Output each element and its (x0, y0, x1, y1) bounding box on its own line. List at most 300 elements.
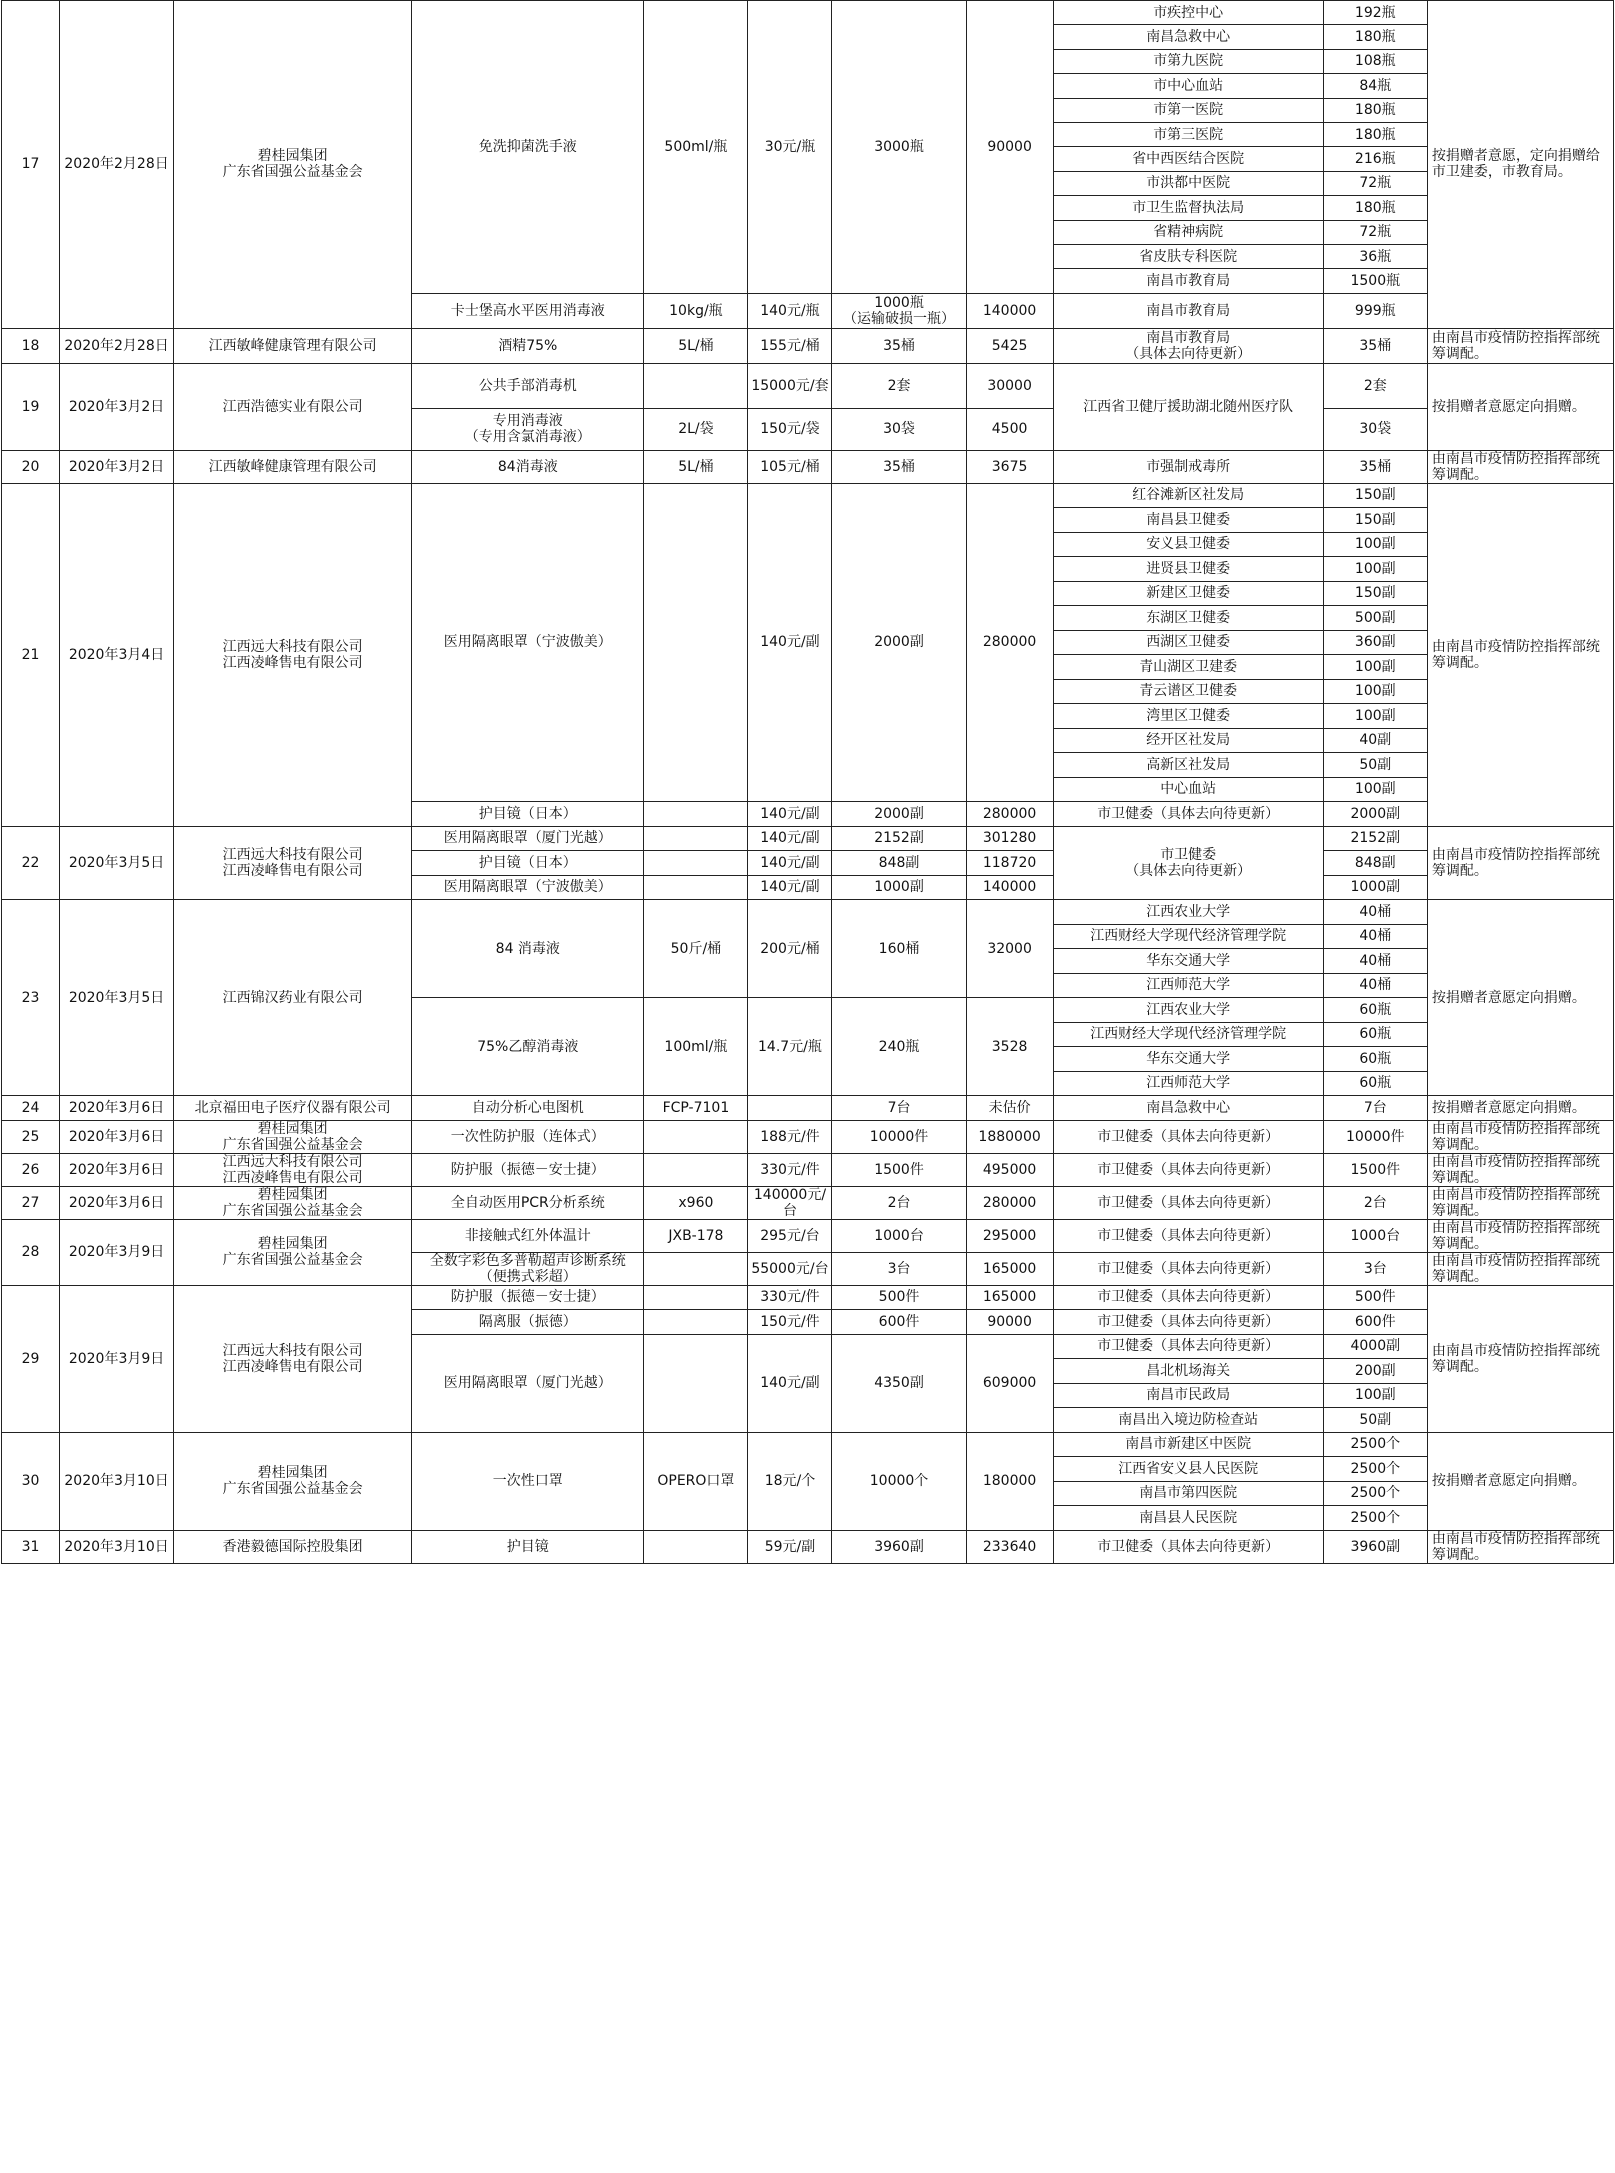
row-number: 22 (2, 826, 60, 900)
item-quantity: 3960副 (832, 1530, 966, 1563)
item-price: 18元/个 (748, 1432, 832, 1530)
recipient-name: 江西省安义县人民医院 (1053, 1457, 1323, 1482)
recipient-quantity: 180瓶 (1323, 25, 1427, 49)
row-number: 28 (2, 1219, 60, 1285)
recipient-quantity: 2500个 (1323, 1432, 1427, 1457)
donor-name: 碧桂园集团 广东省国强公益基金会 (174, 1432, 412, 1530)
item-name: 84 消毒液 (412, 900, 644, 998)
item-price: 140元/副 (748, 483, 832, 802)
recipient-name: 南昌急救中心 (1053, 25, 1323, 49)
recipient-quantity: 2500个 (1323, 1457, 1427, 1482)
donor-name: 碧桂园集团 广东省国强公益基金会 (174, 1219, 412, 1285)
donation-date: 2020年3月6日 (60, 1096, 174, 1121)
item-amount: 165000 (966, 1285, 1053, 1310)
recipient-quantity: 2500个 (1323, 1506, 1427, 1531)
donor-name: 江西远大科技有限公司 江西凌峰售电有限公司 (174, 826, 412, 900)
donation-date: 2020年3月6日 (60, 1186, 174, 1219)
item-price: 140元/副 (748, 875, 832, 900)
item-name: 医用隔离眼罩（宁波傲美） (412, 875, 644, 900)
recipient-name: 南昌急救中心 (1053, 1096, 1323, 1121)
recipient-name: 安义县卫健委 (1053, 532, 1323, 557)
item-amount: 3528 (966, 998, 1053, 1096)
table-row (2, 1, 1614, 25)
recipient-quantity: 100副 (1323, 1383, 1427, 1408)
item-price: 150元/袋 (748, 408, 832, 450)
recipient-quantity: 40桶 (1323, 900, 1427, 925)
recipient-quantity: 60瓶 (1323, 1071, 1427, 1096)
item-name: 自动分析心电图机 (412, 1096, 644, 1121)
item-price: 30元/瓶 (748, 1, 832, 294)
recipient-quantity: 1500件 (1323, 1153, 1427, 1186)
recipient-quantity: 60瓶 (1323, 1047, 1427, 1072)
item-name: 全自动医用PCR分析系统 (412, 1186, 644, 1219)
item-amount: 1880000 (966, 1120, 1053, 1153)
recipient-name: 市卫健委（具体去向待更新） (1053, 1530, 1323, 1563)
donation-date: 2020年2月28日 (60, 1, 174, 329)
donor-name: 江西锦汉药业有限公司 (174, 900, 412, 1096)
row-number: 25 (2, 1120, 60, 1153)
recipient-quantity: 40副 (1323, 728, 1427, 753)
recipient-name: 江西省卫健厅援助湖北随州医疗队 (1053, 363, 1323, 450)
item-price: 140元/副 (748, 802, 832, 827)
item-spec (644, 1153, 748, 1186)
item-quantity: 500件 (832, 1285, 966, 1310)
donor-name: 碧桂园集团 广东省国强公益基金会 (174, 1, 412, 329)
item-quantity: 240瓶 (832, 998, 966, 1096)
recipient-name: 省精神病院 (1053, 220, 1323, 244)
item-name: 卡士堡高水平医用消毒液 (412, 293, 644, 328)
recipient-quantity: 35桶 (1323, 450, 1427, 483)
item-amount: 未估价 (966, 1096, 1053, 1121)
recipient-name: 省中西医结合医院 (1053, 147, 1323, 171)
row-number: 20 (2, 450, 60, 483)
item-spec: JXB-178 (644, 1219, 748, 1252)
recipient-name: 红谷滩新区社发局 (1053, 483, 1323, 508)
recipient-quantity: 108瓶 (1323, 49, 1427, 73)
recipient-quantity: 150副 (1323, 483, 1427, 508)
item-amount: 165000 (966, 1252, 1053, 1285)
item-name: 一次性口罩 (412, 1432, 644, 1530)
item-price: 188元/件 (748, 1120, 832, 1153)
table-row (2, 1219, 1614, 1252)
row-number: 23 (2, 900, 60, 1096)
recipient-name: 市第一医院 (1053, 98, 1323, 122)
recipient-quantity: 999瓶 (1323, 293, 1427, 328)
recipient-quantity: 150副 (1323, 581, 1427, 606)
item-spec (644, 826, 748, 851)
donor-name: 江西远大科技有限公司 江西凌峰售电有限公司 (174, 1153, 412, 1186)
donation-date: 2020年2月28日 (60, 328, 174, 363)
recipient-quantity: 216瓶 (1323, 147, 1427, 171)
donor-name: 江西敏峰健康管理有限公司 (174, 328, 412, 363)
item-quantity: 35桶 (832, 328, 966, 363)
item-name: 隔离服（振德） (412, 1310, 644, 1335)
recipient-name: 市卫健委（具体去向待更新） (1053, 1219, 1323, 1252)
row-number: 31 (2, 1530, 60, 1563)
donation-date: 2020年3月10日 (60, 1530, 174, 1563)
recipient-quantity: 2套 (1323, 363, 1427, 408)
recipient-quantity: 3960副 (1323, 1530, 1427, 1563)
recipient-name: 市卫健委（具体去向待更新） (1053, 1186, 1323, 1219)
item-price: 140元/副 (748, 851, 832, 876)
distribution-note: 按捐赠者意愿定向捐赠。 (1427, 1096, 1613, 1121)
item-amount: 118720 (966, 851, 1053, 876)
recipient-name: 市卫健委（具体去向待更新） (1053, 1310, 1323, 1335)
recipient-name: 南昌市民政局 (1053, 1383, 1323, 1408)
recipient-name: 江西农业大学 (1053, 998, 1323, 1023)
recipient-name: 湾里区卫健委 (1053, 704, 1323, 729)
recipient-name: 市卫健委（具体去向待更新） (1053, 1334, 1323, 1359)
recipient-quantity: 100副 (1323, 532, 1427, 557)
recipient-quantity: 40桶 (1323, 973, 1427, 998)
item-quantity: 160桶 (832, 900, 966, 998)
table-row (2, 328, 1614, 363)
item-spec (644, 483, 748, 802)
item-amount: 5425 (966, 328, 1053, 363)
recipient-name: 市卫健委（具体去向待更新） (1053, 802, 1323, 827)
table-row (2, 1530, 1614, 1563)
item-quantity: 848副 (832, 851, 966, 876)
donor-name: 江西远大科技有限公司 江西凌峰售电有限公司 (174, 483, 412, 826)
recipient-quantity: 40桶 (1323, 949, 1427, 974)
distribution-note: 由南昌市疫情防控指挥部统筹调配。 (1427, 1530, 1613, 1563)
table-row (2, 363, 1614, 408)
item-quantity: 600件 (832, 1310, 966, 1335)
row-number: 27 (2, 1186, 60, 1219)
item-price: 140元/瓶 (748, 293, 832, 328)
item-name: 非接触式红外体温计 (412, 1219, 644, 1252)
item-spec (644, 1310, 748, 1335)
recipient-name: 江西农业大学 (1053, 900, 1323, 925)
row-number: 18 (2, 328, 60, 363)
item-name: 免洗抑菌洗手液 (412, 1, 644, 294)
recipient-quantity: 180瓶 (1323, 98, 1427, 122)
item-amount: 495000 (966, 1153, 1053, 1186)
donation-date: 2020年3月9日 (60, 1285, 174, 1432)
item-amount: 280000 (966, 1186, 1053, 1219)
recipient-quantity: 848副 (1323, 851, 1427, 876)
recipient-name: 中心血站 (1053, 777, 1323, 802)
item-amount: 32000 (966, 900, 1053, 998)
recipient-name: 昌北机场海关 (1053, 1359, 1323, 1384)
recipient-name: 新建区卫健委 (1053, 581, 1323, 606)
recipient-name: 江西财经大学现代经济管理学院 (1053, 924, 1323, 949)
recipient-name: 青云谱区卫健委 (1053, 679, 1323, 704)
donation-date: 2020年3月6日 (60, 1120, 174, 1153)
item-amount: 280000 (966, 483, 1053, 802)
item-spec (644, 1252, 748, 1285)
item-price: 140元/副 (748, 1334, 832, 1432)
table-row (2, 1285, 1614, 1310)
donor-name: 碧桂园集团 广东省国强公益基金会 (174, 1120, 412, 1153)
distribution-note: 由南昌市疫情防控指挥部统筹调配。 (1427, 1285, 1613, 1432)
recipient-name: 南昌出入境边防检查站 (1053, 1408, 1323, 1433)
recipient-quantity: 60瓶 (1323, 998, 1427, 1023)
item-amount: 233640 (966, 1530, 1053, 1563)
table-row (2, 450, 1614, 483)
distribution-note: 由南昌市疫情防控指挥部统筹调配。 (1427, 1153, 1613, 1186)
item-name: 专用消毒液 （专用含氯消毒液） (412, 408, 644, 450)
item-spec (644, 851, 748, 876)
donation-date: 2020年3月2日 (60, 450, 174, 483)
recipient-name: 市第三医院 (1053, 122, 1323, 146)
recipient-quantity: 36瓶 (1323, 244, 1427, 268)
recipient-name: 青山湖区卫建委 (1053, 655, 1323, 680)
item-amount: 295000 (966, 1219, 1053, 1252)
item-quantity: 4350副 (832, 1334, 966, 1432)
item-quantity: 1000台 (832, 1219, 966, 1252)
donor-name: 北京福田电子医疗仪器有限公司 (174, 1096, 412, 1121)
item-spec: 10kg/瓶 (644, 293, 748, 328)
distribution-note: 按捐赠者意愿定向捐赠。 (1427, 1432, 1613, 1530)
recipient-quantity: 100副 (1323, 777, 1427, 802)
item-quantity: 3000瓶 (832, 1, 966, 294)
recipient-name: 南昌市教育局 （具体去向待更新） (1053, 328, 1323, 363)
item-name: 护目镜（日本） (412, 851, 644, 876)
recipient-quantity: 600件 (1323, 1310, 1427, 1335)
item-price: 55000元/台 (748, 1252, 832, 1285)
distribution-note: 由南昌市疫情防控指挥部统筹调配。 (1427, 450, 1613, 483)
recipient-quantity: 10000件 (1323, 1120, 1427, 1153)
recipient-quantity: 3台 (1323, 1252, 1427, 1285)
item-amount: 609000 (966, 1334, 1053, 1432)
recipient-quantity: 35桶 (1323, 328, 1427, 363)
item-quantity: 1000瓶 （运输破损一瓶） (832, 293, 966, 328)
item-spec: 5L/桶 (644, 328, 748, 363)
recipient-name: 东湖区卫健委 (1053, 606, 1323, 631)
item-price: 295元/台 (748, 1219, 832, 1252)
recipient-quantity: 180瓶 (1323, 196, 1427, 220)
item-quantity: 10000件 (832, 1120, 966, 1153)
row-number: 19 (2, 363, 60, 450)
item-quantity: 1500件 (832, 1153, 966, 1186)
item-price: 14.7元/瓶 (748, 998, 832, 1096)
item-name: 75%乙醇消毒液 (412, 998, 644, 1096)
recipient-name: 市卫健委（具体去向待更新） (1053, 1252, 1323, 1285)
distribution-note: 由南昌市疫情防控指挥部统筹调配。 (1427, 1252, 1613, 1285)
recipient-name: 市中心血站 (1053, 74, 1323, 98)
item-name: 全数字彩色多普勒超声诊断系统 （便携式彩超） (412, 1252, 644, 1285)
donor-name: 江西敏峰健康管理有限公司 (174, 450, 412, 483)
item-price: 59元/副 (748, 1530, 832, 1563)
item-name: 医用隔离眼罩（厦门光越） (412, 1334, 644, 1432)
table-row (2, 1186, 1614, 1219)
item-name: 护目镜（日本） (412, 802, 644, 827)
distribution-note: 由南昌市疫情防控指挥部统筹调配。 (1427, 1186, 1613, 1219)
item-price: 155元/桶 (748, 328, 832, 363)
distribution-note: 由南昌市疫情防控指挥部统筹调配。 (1427, 1120, 1613, 1153)
item-name: 酒精75% (412, 328, 644, 363)
recipient-quantity: 2500个 (1323, 1481, 1427, 1506)
item-price: 15000元/套 (748, 363, 832, 408)
recipient-quantity: 100副 (1323, 704, 1427, 729)
item-spec (644, 802, 748, 827)
recipient-name: 市疾控中心 (1053, 1, 1323, 25)
item-name: 防护服（振德－安士捷） (412, 1153, 644, 1186)
item-amount: 180000 (966, 1432, 1053, 1530)
recipient-name: 南昌市教育局 (1053, 269, 1323, 293)
row-number: 21 (2, 483, 60, 826)
recipient-quantity: 60瓶 (1323, 1022, 1427, 1047)
recipient-name: 华东交通大学 (1053, 1047, 1323, 1072)
recipient-quantity: 100副 (1323, 679, 1427, 704)
item-amount: 280000 (966, 802, 1053, 827)
item-amount: 90000 (966, 1310, 1053, 1335)
donation-table (1, 0, 1614, 1564)
recipient-name: 市卫健委 （具体去向待更新） (1053, 826, 1323, 900)
recipient-name: 江西师范大学 (1053, 973, 1323, 998)
item-spec: x960 (644, 1186, 748, 1219)
distribution-note: 由南昌市疫情防控指挥部统筹调配。 (1427, 483, 1613, 826)
item-amount: 3675 (966, 450, 1053, 483)
recipient-quantity: 1000副 (1323, 875, 1427, 900)
distribution-note: 按捐赠者意愿，定向捐赠给市卫建委，市教育局。 (1427, 1, 1613, 329)
recipient-quantity: 150副 (1323, 508, 1427, 533)
recipient-name: 市强制戒毒所 (1053, 450, 1323, 483)
item-price: 330元/件 (748, 1285, 832, 1310)
distribution-note: 按捐赠者意愿定向捐赠。 (1427, 363, 1613, 450)
item-spec (644, 1120, 748, 1153)
item-name: 医用隔离眼罩（宁波傲美） (412, 483, 644, 802)
item-spec: 100ml/瓶 (644, 998, 748, 1096)
item-name: 84消毒液 (412, 450, 644, 483)
recipient-quantity: 2000副 (1323, 802, 1427, 827)
item-name: 公共手部消毒机 (412, 363, 644, 408)
item-spec (644, 1285, 748, 1310)
donor-name: 碧桂园集团 广东省国强公益基金会 (174, 1186, 412, 1219)
table-row (2, 483, 1614, 508)
distribution-note: 按捐赠者意愿定向捐赠。 (1427, 900, 1613, 1096)
recipient-quantity: 500副 (1323, 606, 1427, 631)
donation-date: 2020年3月2日 (60, 363, 174, 450)
recipient-quantity: 50副 (1323, 753, 1427, 778)
table-row (2, 826, 1614, 851)
item-quantity: 35桶 (832, 450, 966, 483)
recipient-quantity: 500件 (1323, 1285, 1427, 1310)
item-spec: 2L/袋 (644, 408, 748, 450)
distribution-note: 由南昌市疫情防控指挥部统筹调配。 (1427, 328, 1613, 363)
table-row (2, 1096, 1614, 1121)
recipient-name: 南昌市第四医院 (1053, 1481, 1323, 1506)
item-quantity: 2台 (832, 1186, 966, 1219)
row-number: 29 (2, 1285, 60, 1432)
item-quantity: 10000个 (832, 1432, 966, 1530)
recipient-name: 进贤县卫健委 (1053, 557, 1323, 582)
recipient-quantity: 40桶 (1323, 924, 1427, 949)
recipient-name: 市卫健委（具体去向待更新） (1053, 1285, 1323, 1310)
item-price: 105元/桶 (748, 450, 832, 483)
item-price: 140元/副 (748, 826, 832, 851)
item-name: 防护服（振德－安士捷） (412, 1285, 644, 1310)
distribution-note: 由南昌市疫情防控指挥部统筹调配。 (1427, 826, 1613, 900)
item-price: 330元/件 (748, 1153, 832, 1186)
recipient-quantity: 100副 (1323, 655, 1427, 680)
donation-date: 2020年3月10日 (60, 1432, 174, 1530)
donor-name: 香港毅德国际控股集团 (174, 1530, 412, 1563)
item-spec: OPERO口罩 (644, 1432, 748, 1530)
recipient-quantity: 30袋 (1323, 408, 1427, 450)
donation-date: 2020年3月4日 (60, 483, 174, 826)
recipient-quantity: 4000副 (1323, 1334, 1427, 1359)
recipient-name: 江西师范大学 (1053, 1071, 1323, 1096)
table-row (2, 900, 1614, 925)
item-spec: 50斤/桶 (644, 900, 748, 998)
item-price: 200元/桶 (748, 900, 832, 998)
item-quantity: 2套 (832, 363, 966, 408)
row-number: 30 (2, 1432, 60, 1530)
recipient-quantity: 1500瓶 (1323, 269, 1427, 293)
recipient-name: 江西财经大学现代经济管理学院 (1053, 1022, 1323, 1047)
item-spec (644, 875, 748, 900)
donation-date: 2020年3月9日 (60, 1219, 174, 1285)
item-price: 140000元/ 台 (748, 1186, 832, 1219)
table-row (2, 1432, 1614, 1457)
recipient-quantity: 192瓶 (1323, 1, 1427, 25)
row-number: 17 (2, 1, 60, 329)
recipient-name: 南昌县人民医院 (1053, 1506, 1323, 1531)
recipient-name: 经开区社发局 (1053, 728, 1323, 753)
recipient-name: 市卫健委（具体去向待更新） (1053, 1153, 1323, 1186)
item-quantity: 7台 (832, 1096, 966, 1121)
item-spec (644, 1334, 748, 1432)
recipient-quantity: 100副 (1323, 557, 1427, 582)
table-row (2, 1120, 1614, 1153)
item-amount: 90000 (966, 1, 1053, 294)
recipient-quantity: 180瓶 (1323, 122, 1427, 146)
item-quantity: 3台 (832, 1252, 966, 1285)
item-name: 一次性防护服（连体式） (412, 1120, 644, 1153)
recipient-name: 市卫健委（具体去向待更新） (1053, 1120, 1323, 1153)
distribution-note: 由南昌市疫情防控指挥部统筹调配。 (1427, 1219, 1613, 1252)
recipient-quantity: 200副 (1323, 1359, 1427, 1384)
item-spec: 500ml/瓶 (644, 1, 748, 294)
donor-name: 江西远大科技有限公司 江西凌峰售电有限公司 (174, 1285, 412, 1432)
recipient-quantity: 72瓶 (1323, 220, 1427, 244)
recipient-quantity: 50副 (1323, 1408, 1427, 1433)
recipient-quantity: 1000台 (1323, 1219, 1427, 1252)
recipient-quantity: 7台 (1323, 1096, 1427, 1121)
item-price (748, 1096, 832, 1121)
item-spec (644, 363, 748, 408)
donation-date: 2020年3月6日 (60, 1153, 174, 1186)
table-row (2, 1153, 1614, 1186)
donor-name: 江西浩德实业有限公司 (174, 363, 412, 450)
item-name: 医用隔离眼罩（厦门光越） (412, 826, 644, 851)
recipient-quantity: 2台 (1323, 1186, 1427, 1219)
donation-date: 2020年3月5日 (60, 826, 174, 900)
recipient-name: 市卫生监督执法局 (1053, 196, 1323, 220)
item-spec: FCP-7101 (644, 1096, 748, 1121)
item-amount: 30000 (966, 363, 1053, 408)
item-quantity: 2000副 (832, 802, 966, 827)
recipient-quantity: 2152副 (1323, 826, 1427, 851)
recipient-name: 高新区社发局 (1053, 753, 1323, 778)
item-amount: 301280 (966, 826, 1053, 851)
recipient-name: 南昌市教育局 (1053, 293, 1323, 328)
item-quantity: 2000副 (832, 483, 966, 802)
item-name: 护目镜 (412, 1530, 644, 1563)
row-number: 26 (2, 1153, 60, 1186)
recipient-name: 市洪都中医院 (1053, 171, 1323, 195)
item-quantity: 1000副 (832, 875, 966, 900)
recipient-name: 西湖区卫健委 (1053, 630, 1323, 655)
recipient-name: 南昌县卫健委 (1053, 508, 1323, 533)
item-quantity: 30袋 (832, 408, 966, 450)
recipient-quantity: 84瓶 (1323, 74, 1427, 98)
recipient-quantity: 72瓶 (1323, 171, 1427, 195)
recipient-quantity: 360副 (1323, 630, 1427, 655)
item-amount: 4500 (966, 408, 1053, 450)
